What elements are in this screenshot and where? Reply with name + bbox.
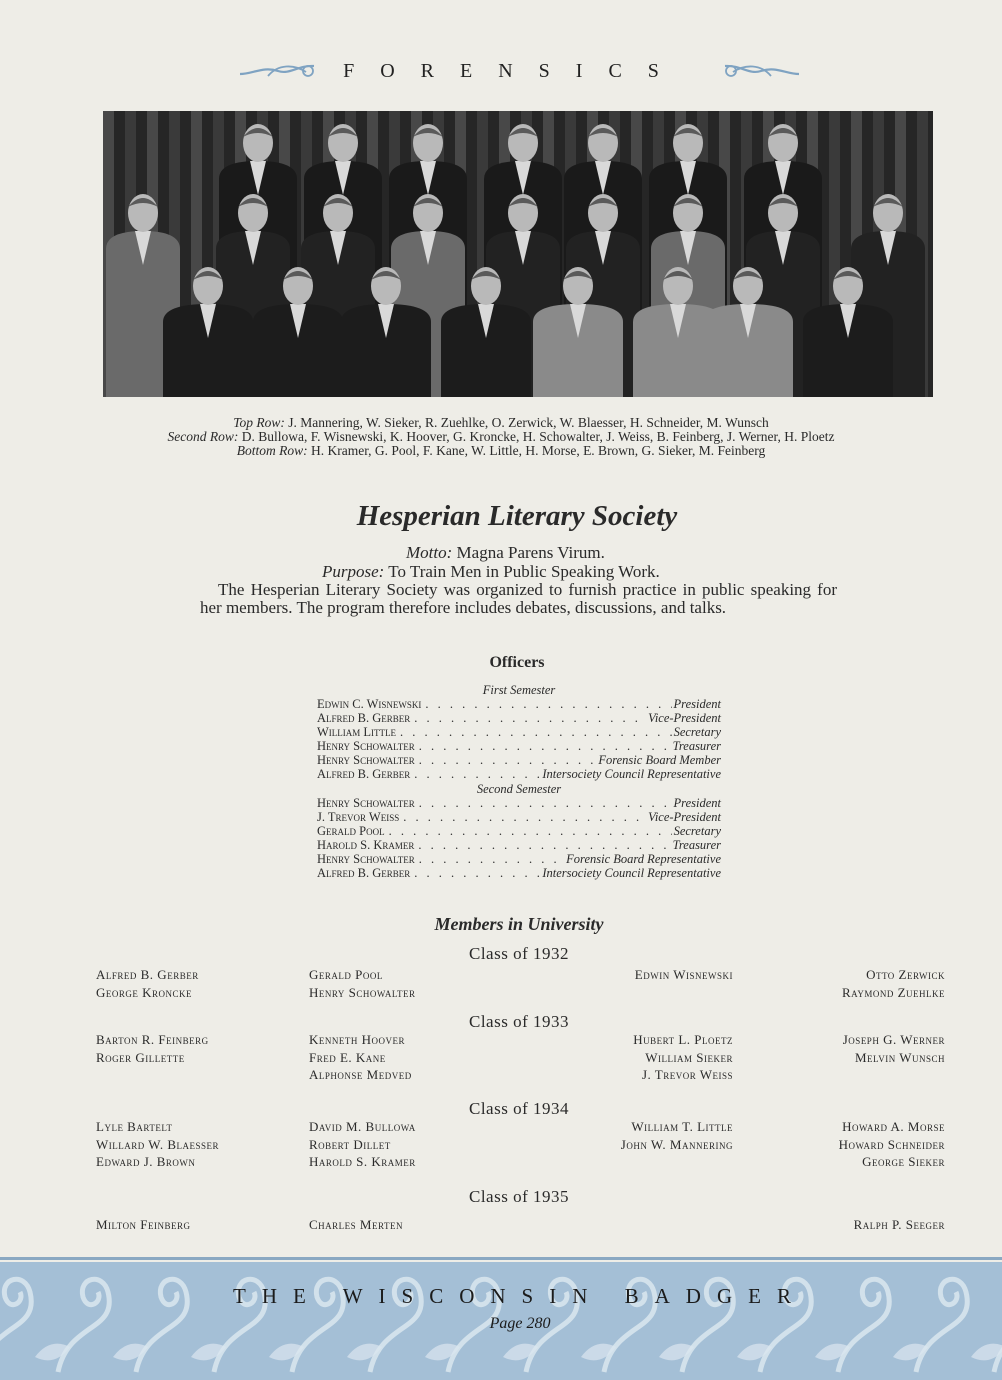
officer-role: Forensic Board Member: [598, 753, 721, 768]
photo-caption-bottom-row: [0, 444, 1002, 458]
member-name: Robert Dillet: [309, 1136, 391, 1152]
member-name: Alphonse Medved: [309, 1067, 412, 1082]
second-semester-officers: [317, 796, 721, 881]
group-photograph: [103, 111, 933, 397]
officer-name: Alfred B. Gerber: [317, 767, 411, 782]
leader-dots: [415, 796, 672, 810]
officer-row: [317, 767, 721, 781]
officer-name: Gerald Pool: [317, 824, 385, 839]
member-column: [745, 966, 945, 1001]
member-name: William Sieker: [645, 1049, 733, 1065]
officer-name: William Little: [317, 725, 397, 740]
member-name: John W. Mannering: [620, 1136, 733, 1152]
officer-row: [317, 725, 721, 739]
member-name: Hubert L. Ploetz: [633, 1032, 733, 1047]
officer-row: [317, 866, 721, 880]
officer-name: Henry Schowalter: [317, 852, 415, 867]
officer-role: Forensic Board Representative: [566, 852, 721, 867]
member-name: Otto Zerwick: [866, 967, 945, 982]
member-column: [96, 1216, 191, 1234]
member-column: [309, 966, 416, 1001]
scroll-ornament-right-icon: [721, 62, 801, 80]
member-name: William T. Little: [631, 1119, 733, 1134]
officer-row: [317, 753, 721, 767]
member-name: Milton Feinberg: [96, 1217, 191, 1232]
member-column: [309, 1118, 416, 1171]
motto-text: Magna Parens Virum.: [456, 543, 605, 562]
member-column: [96, 966, 199, 1001]
class-heading: Class of 1932: [469, 944, 569, 963]
officer-role: Vice-President: [648, 711, 721, 726]
leader-dots: [410, 767, 540, 781]
member-name: Fred E. Kane: [309, 1049, 386, 1065]
officer-role: Intersociety Council Representative: [542, 767, 721, 782]
member-name: Raymond Zuehlke: [841, 984, 945, 1000]
purpose-text: To Train Men in Public Speaking Work.: [388, 562, 660, 581]
leader-dots: [396, 725, 672, 739]
officer-role: Vice-President: [648, 810, 721, 825]
officer-name: Alfred B. Gerber: [317, 711, 411, 726]
member-name: Edwin Wisnewski: [634, 967, 733, 982]
member-name: Lyle Bartelt: [96, 1119, 173, 1134]
caption-row-label: Bottom Row:: [236, 443, 308, 458]
society-purpose: [322, 563, 660, 581]
member-name: Willard W. Blaesser: [96, 1136, 220, 1152]
member-name: David M. Bullowa: [309, 1119, 416, 1134]
officer-role: Secretary: [673, 824, 721, 839]
officer-row: [317, 810, 721, 824]
caption-row-names: J. Mannering, W. Sieker, R. Zuehlke, O. Zerwick, W. Blaesser, H. Schneider, M. Wunsch: [288, 415, 769, 430]
member-column: [745, 1118, 945, 1171]
officer-role: President: [673, 697, 721, 711]
officer-role: President: [673, 796, 721, 810]
member-name: George Sieker: [862, 1154, 945, 1169]
member-name: Charles Merten: [309, 1217, 403, 1232]
member-name: Howard A. Morse: [842, 1119, 945, 1134]
photo-caption-second-row: [0, 430, 1002, 444]
footer-divider: [0, 1257, 1002, 1260]
officer-row: [317, 711, 721, 725]
member-column: [533, 966, 733, 984]
society-description: The Hesperian Literary Society was organized to furnish practice in public speaking for her members. The program therefore includes debates, discussions, and talks.: [200, 580, 837, 617]
leader-dots: [410, 866, 540, 880]
officer-role: Treasurer: [672, 838, 721, 853]
member-name: J. Trevor Weiss: [641, 1067, 733, 1082]
caption-row-label: Top Row:: [233, 415, 285, 430]
caption-row-names: H. Kramer, G. Pool, F. Kane, W. Little, H. Morse, E. Brown, G. Sieker, M. Feinberg: [310, 443, 766, 458]
officer-role: Secretary: [673, 725, 721, 740]
member-name: Ralph P. Seeger: [853, 1217, 945, 1232]
leader-dots: [399, 810, 646, 824]
leader-dots: [415, 852, 564, 866]
leader-dots: [415, 739, 671, 753]
officer-row: [317, 838, 721, 852]
member-name: Roger Gillette: [96, 1049, 185, 1065]
class-heading: Class of 1935: [469, 1187, 569, 1206]
officer-name: Harold S. Kramer: [317, 838, 415, 853]
member-name: Edward J. Brown: [96, 1154, 196, 1169]
member-name: Harold S. Kramer: [309, 1154, 416, 1169]
member-name: Gerald Pool: [309, 967, 383, 982]
officer-role: Intersociety Council Representative: [542, 866, 721, 881]
leader-dots: [410, 711, 646, 725]
officer-row: [317, 852, 721, 866]
page-section-title: FORENSICS: [343, 60, 685, 82]
member-name: Melvin Wunsch: [854, 1049, 945, 1065]
officer-name: Henry Schowalter: [317, 739, 415, 754]
member-name: Barton R. Feinberg: [96, 1032, 209, 1047]
officer-name: Henry Schowalter: [317, 753, 415, 768]
member-column: [745, 1216, 945, 1234]
purpose-label: Purpose:: [322, 562, 385, 581]
member-column: [96, 1031, 209, 1066]
officer-name: Edwin C. Wisnewski: [317, 697, 422, 711]
photo-caption-top-row: [0, 416, 1002, 430]
member-name: George Kroncke: [96, 984, 193, 1000]
officer-role: Treasurer: [672, 739, 721, 754]
member-name: Alfred B. Gerber: [96, 967, 199, 982]
officer-name: Henry Schowalter: [317, 796, 415, 810]
leader-dots: [414, 838, 670, 852]
member-column: [309, 1216, 403, 1234]
officer-row: [317, 796, 721, 810]
officers-heading: Officers: [489, 654, 545, 671]
leader-dots: [385, 824, 672, 838]
member-name: Howard Schneider: [838, 1136, 945, 1152]
class-heading: Class of 1934: [469, 1099, 569, 1118]
class-heading: Class of 1933: [469, 1012, 569, 1031]
member-column: [96, 1118, 219, 1171]
footer-publication-title: THE WISCONSIN BADGER: [233, 1284, 807, 1308]
officer-row: [317, 824, 721, 838]
member-column: [533, 1031, 733, 1084]
footer-page-number: Page 280: [489, 1315, 551, 1332]
society-title: Hesperian Literary Society: [356, 500, 678, 532]
member-name: Kenneth Hoover: [309, 1032, 406, 1047]
members-heading: Members in University: [434, 914, 604, 934]
officer-row: [317, 739, 721, 753]
leader-dots: [421, 697, 671, 711]
motto-label: Motto:: [406, 543, 453, 562]
officer-name: Alfred B. Gerber: [317, 866, 411, 881]
officer-name: J. Trevor Weiss: [317, 810, 400, 825]
officer-row: [317, 697, 721, 711]
second-semester-label: Second Semester: [476, 782, 562, 796]
member-column: [745, 1031, 945, 1066]
member-name: Henry Schowalter: [309, 984, 416, 1000]
caption-row-label: Second Row:: [167, 429, 239, 444]
first-semester-label: First Semester: [482, 683, 556, 697]
first-semester-officers: [317, 697, 721, 782]
caption-row-names: D. Bullowa, F. Wisnewski, K. Hoover, G. Kroncke, H. Schowalter, J. Weiss, B. Feinberg, J. Werner, H. Ploetz: [241, 429, 835, 444]
society-motto: [406, 544, 605, 562]
member-column: [533, 1118, 733, 1153]
leader-dots: [415, 753, 597, 767]
member-name: Joseph G. Werner: [842, 1032, 945, 1047]
member-column: [309, 1031, 412, 1084]
